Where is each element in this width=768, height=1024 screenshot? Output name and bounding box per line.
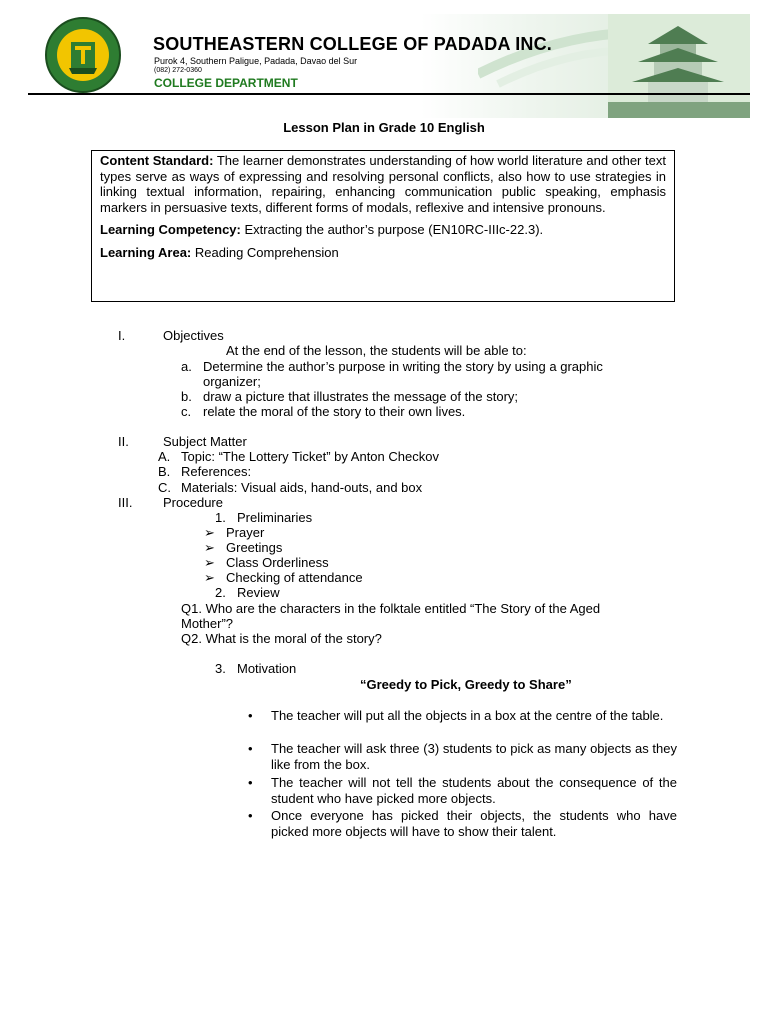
learning-area-text: Reading Comprehension — [191, 244, 339, 260]
content-standard-label: Content Standard: — [100, 153, 214, 168]
bullet-icon: • — [248, 708, 253, 723]
objective-item: Determine the author’s purpose in writing the story by using a graphic — [203, 359, 603, 374]
document-title: Lesson Plan in Grade 10 English — [283, 120, 485, 135]
list-marker: B. — [158, 464, 171, 479]
section-numeral: II. — [118, 434, 129, 449]
section-heading-subject-matter: Subject Matter — [163, 434, 247, 449]
objective-item: draw a picture that illustrates the message of the story; — [203, 389, 519, 404]
list-marker: A. — [158, 449, 171, 464]
activity-step: The teacher will not tell the students about the consequence of the student who have picked more objects. — [271, 775, 677, 806]
school-address: Purok 4, Southern Paligue, Padada, Davao del Sur — [154, 56, 358, 66]
arrow-bullet-icon: ➢ — [204, 570, 215, 585]
bullet-icon: • — [248, 808, 253, 823]
activity-step: The teacher will put all the objects in a box at the centre of the table. — [271, 708, 664, 723]
activity-step: Once everyone has picked their objects, the students who have picked more objects will have to show their talent. — [271, 808, 677, 839]
arrow-bullet-icon: ➢ — [204, 525, 215, 540]
review-question-2: Q2. What is the moral of the story? — [181, 631, 382, 646]
review-question-1: Q1. Who are the characters in the folktale entitled “The Story of the Aged — [181, 601, 601, 616]
review-heading: Review — [237, 585, 280, 600]
preliminaries-heading: Preliminaries — [237, 510, 313, 525]
list-marker: 2. — [215, 585, 226, 600]
content-standard-text: The learner demonstrates understanding of how world literature and other text types serve as ways of expressing and resolving personal conflicts, also how to use strategies in linking textual information, repairing, enhancing communication public speaking, emphasis markers in persuasive texts, different forms of modals, reflexive and intensive pronouns. — [100, 153, 666, 215]
preliminary-item: Greetings — [226, 540, 283, 555]
learning-area-label: Learning Area: — [100, 244, 192, 260]
letterhead — [18, 14, 750, 118]
section-numeral: I. — [118, 328, 126, 343]
learning-competency — [100, 222, 666, 238]
learning-competency-label: Learning Competency: — [100, 222, 241, 237]
school-phone: (082) 272-0360 — [154, 67, 202, 74]
preliminary-item: Class Orderliness — [226, 555, 329, 570]
subject-item: References: — [181, 464, 252, 479]
objective-item: relate the moral of the story to their own lives. — [203, 404, 466, 419]
bullet-icon: • — [248, 741, 253, 756]
list-marker: 1. — [215, 510, 226, 525]
preliminary-item: Checking of attendance — [226, 570, 363, 585]
section-numeral: III. — [118, 495, 133, 510]
objectives-intro: At the end of the lesson, the students will be able to: — [226, 343, 527, 358]
section-heading-procedure: Procedure — [163, 495, 223, 510]
standards-box — [91, 150, 675, 302]
objective-item-continued: organizer; — [203, 374, 261, 389]
list-marker: a. — [181, 359, 192, 374]
activity-step: The teacher will ask three (3) students to pick as many objects as they like from the box. — [271, 741, 677, 772]
arrow-bullet-icon: ➢ — [204, 540, 215, 555]
subject-item: Topic: “The Lottery Ticket” by Anton Checkov — [181, 449, 439, 464]
preliminary-item: Prayer — [226, 525, 265, 540]
college-seal-icon — [44, 16, 122, 94]
content-standard — [100, 153, 666, 215]
learning-area — [100, 245, 666, 261]
list-marker: c. — [181, 404, 192, 419]
department-label: COLLEGE DEPARTMENT — [154, 76, 298, 90]
bullet-icon: • — [248, 775, 253, 790]
list-marker: b. — [181, 389, 192, 404]
list-marker: 3. — [215, 661, 226, 676]
motivation-heading: Motivation — [237, 661, 297, 676]
school-name: SOUTHEASTERN COLLEGE OF PADADA INC. — [153, 34, 553, 54]
letterhead-divider — [28, 93, 750, 95]
pagoda-illustration-icon — [608, 14, 750, 118]
arrow-bullet-icon: ➢ — [204, 555, 215, 570]
list-marker: C. — [158, 480, 171, 495]
activity-title: “Greedy to Pick, Greedy to Share” — [360, 677, 572, 692]
section-heading-objectives: Objectives — [163, 328, 224, 343]
review-question-1-continued: Mother”? — [181, 616, 234, 631]
learning-competency-text: Extracting the author’s purpose (EN10RC-IIIc-22.3). — [240, 222, 544, 237]
subject-item: Materials: Visual aids, hand-outs, and box — [181, 480, 423, 495]
